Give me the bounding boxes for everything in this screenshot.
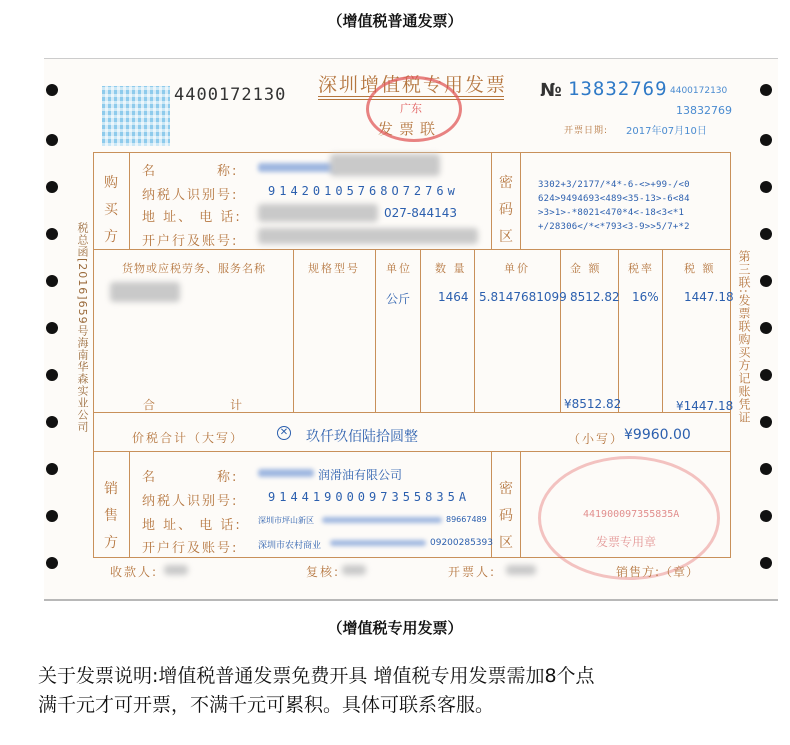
sum-words: 玖仟玖佰陆拾圆整 [306,429,418,445]
seller-header-1: 销 [104,481,120,497]
total-amount: ¥8512.82 [564,397,622,411]
seller-name-value: 润滑油有限公司 [318,468,403,482]
col-rate: 税率 [628,262,654,275]
seller-taxid-value: 91441900097355835A [268,490,471,504]
seller-cipher-header-2: 码 [499,508,515,524]
stamp-province-text: 广东 [400,102,422,115]
col-goods: 货物或应税劳务、服务名称 [122,262,266,275]
seal-text: 发票专用章 [596,535,657,549]
seller-footer-label: 销售方:（章） [616,565,700,579]
seller-cipher-header-3: 区 [499,535,515,551]
number-symbol: № [540,80,562,101]
date-label: 开票日期: [564,126,609,136]
reviewer-label: 复核: [306,565,341,579]
invoice-number-small: 13832769 [676,104,732,117]
seller-address-value: 深圳市坪山新区 [258,516,314,525]
seller-taxid-label: 纳税人识别号: [142,494,239,509]
buyer-taxid-value: 91420105768O7276w [268,184,459,198]
item-unit: 公斤 [386,292,411,306]
col-spec: 规格型号 [308,262,360,275]
item-qty: 1464 [438,290,469,304]
cipher-header-1: 密 [499,175,515,191]
item-price: 5.8147681099 [479,290,567,304]
seller-cipher-header-1: 密 [499,481,515,497]
col-tax: 税 额 [684,262,716,275]
payee-blur [164,565,188,575]
item-amount: 8512.82 [570,290,620,304]
sum-small-value: ¥9960.00 [624,427,691,443]
buyer-header-2: 买 [104,202,120,218]
payee-label: 收款人: [110,565,159,579]
buyer-taxid-label: 纳税人识别号: [142,188,239,203]
footnote-line-1: 关于发票说明:增值税普通发票免费开具 增值税专用发票需加8个点 [38,665,595,687]
seller-header-2: 售 [104,508,120,524]
seller-phone-value: 89667489 [446,515,487,524]
invoice-number: 13832769 [568,78,668,100]
date-value: 2017年07月10日 [626,126,707,137]
bottom-caption: （增值税专用发票） [327,619,463,637]
seller-name-label: 名 称: [142,470,239,485]
invoice-subtitle: 发票联 [378,120,442,138]
seller-header-3: 方 [104,535,120,551]
buyer-name-label: 名 称: [142,164,239,179]
left-margin-text: 税总函[2016]659号海南华森实业公司 [76,222,89,433]
buyer-name-blur [330,154,440,176]
buyer-bank-label: 开户行及账号: [142,234,239,249]
footnote-line-2: 满千元才可开票，不满千元可累积。具体可联系客服。 [38,694,495,716]
reviewer-blur [342,565,366,575]
total-label-b: 计 [230,398,245,412]
cipher-line: 3302+3/2177/*4*-6-<>+99-/<0 [538,180,690,190]
col-unit: 单位 [386,262,412,275]
sum-label: 价税合计（大写） [132,431,245,445]
item-tax: 1447.18 [684,290,734,304]
issuer-label: 开票人: [448,565,497,579]
col-amount: 金 额 [570,262,602,275]
buyer-header-3: 方 [104,229,120,245]
col-qty: 数 量 [435,262,467,275]
seller-bank-redacted [330,540,426,546]
sheet-bottom-edge [44,599,778,601]
top-caption: （增值税普通发票） [327,12,463,30]
cross-circle-icon: ✕ [277,426,291,440]
seller-bank-label: 开户行及账号: [142,541,239,556]
seal-number: 441900097355835A [583,509,680,520]
cipher-header-2: 码 [499,202,515,218]
invoice-code-small: 4400172130 [670,86,728,96]
buyer-address-label: 地 址、 电 话: [142,210,242,225]
seller-address-label: 地 址、 电 话: [142,518,242,533]
buyer-address-blur [258,204,378,222]
right-margin-text: 第三联:发票联购买方记账凭证 [737,250,751,425]
cipher-block [538,178,690,234]
cipher-line: +/28306</*<*793<3-9>>5/7+*2 [538,222,690,232]
buyer-bank-blur [258,228,478,244]
item-rate: 16% [632,290,659,304]
issuer-blur [506,565,536,575]
cipher-line: >3>1>-*8021<470*4<-18<3<*1 [538,208,685,218]
cipher-header-3: 区 [499,229,515,245]
col-price: 单价 [504,262,530,275]
seller-name-redacted [258,469,314,477]
total-tax: ¥1447.18 [676,399,734,413]
seller-account-value: 09200285393 [430,538,493,548]
buyer-name-redacted [258,163,338,172]
item-name-blur [110,282,180,302]
cipher-line: 624>9494693<489<35-13>-6<84 [538,194,690,204]
buyer-header-1: 购 [104,175,120,191]
invoice-title: 深圳增值税专用发票 [318,74,508,96]
sum-small-label: （小写） [568,432,625,446]
sheet-top-edge [44,58,778,59]
invoice-code: 4400172130 [174,85,287,105]
qr-code-overlay [102,86,170,146]
seller-address-redacted [322,517,442,523]
buyer-phone-value: 027-844143 [384,206,458,220]
total-label-a: 合 [143,398,158,412]
seller-bank-value: 深圳市农村商业 [258,541,322,551]
